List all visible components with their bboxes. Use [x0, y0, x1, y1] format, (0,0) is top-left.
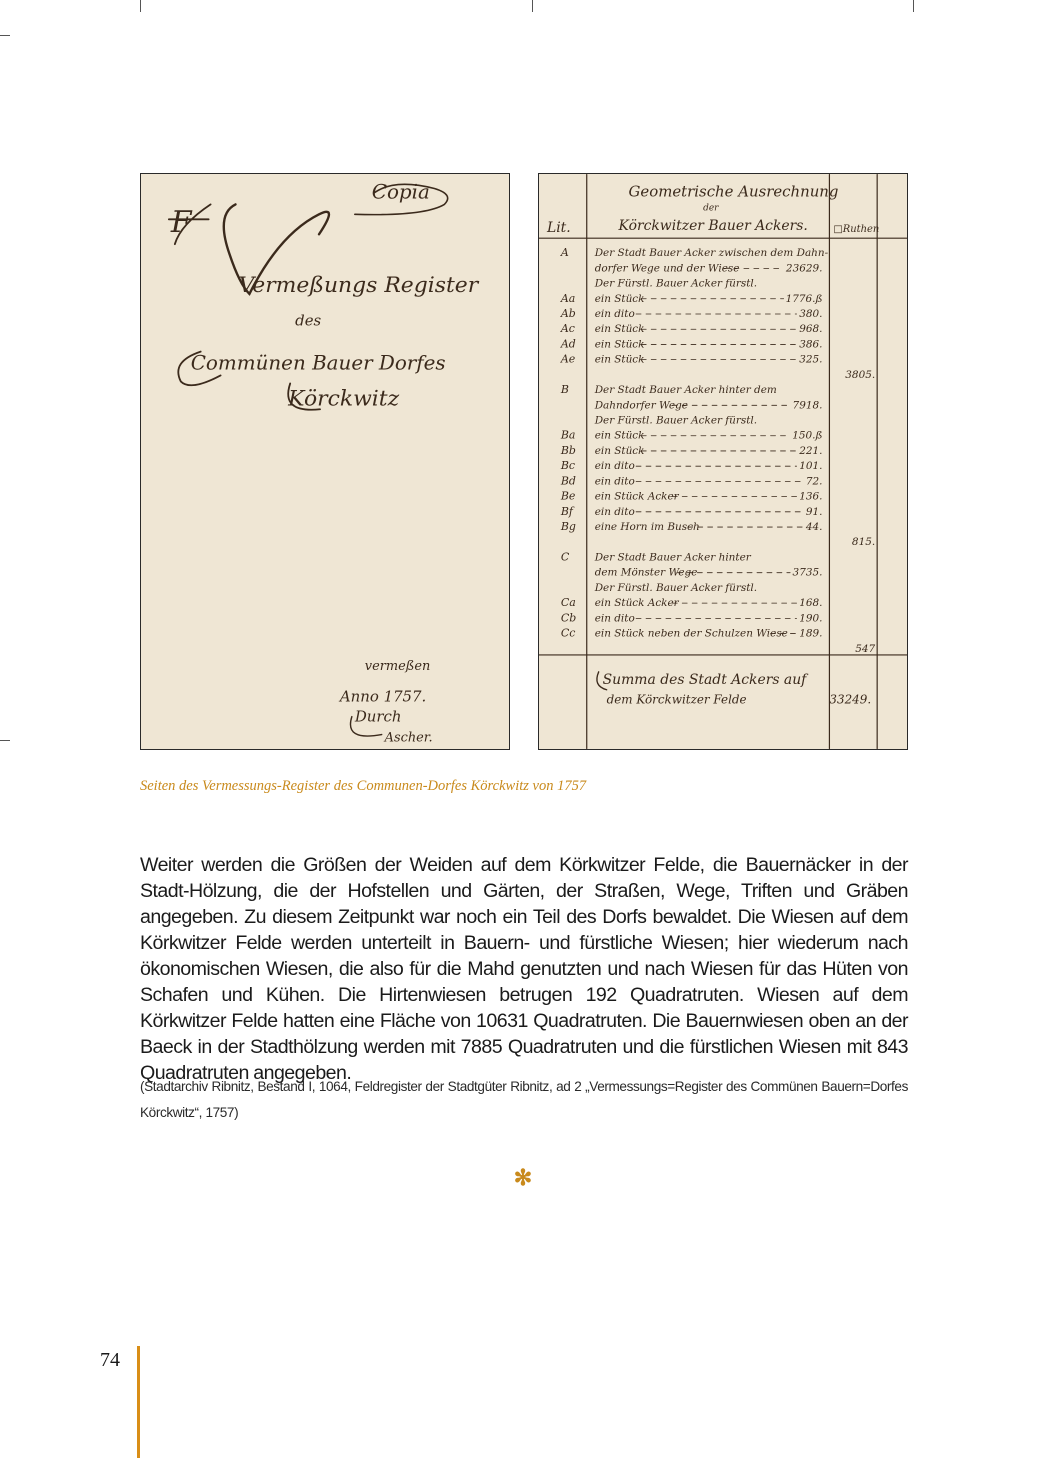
ledger-text: ein dito [594, 460, 635, 473]
ledger-text: ein Stück [594, 338, 645, 351]
manuscript-title-drawing [141, 174, 509, 749]
figure-caption: Seiten des Vermessungs-Register des Communen-Dorfes Körckwitz von 1757 [140, 778, 587, 794]
corner-mark: F [170, 205, 192, 241]
ledger-text: Der Fürstl. Bauer Acker fürstl. [594, 414, 758, 427]
ledger-value: 189. [799, 627, 823, 640]
signature-line-4: Ascher. [384, 730, 433, 746]
manuscript-title-page [140, 173, 510, 750]
ledger-text: eine Horn im Busch [594, 521, 700, 534]
ledger-text: dorfer Wege und der Wiese [594, 262, 740, 275]
ledger-value: 91. [805, 505, 823, 518]
ledger-text: ein Stück [594, 444, 645, 457]
ledger-lit: Ca [560, 596, 576, 610]
crop-mark [913, 0, 914, 12]
heading-line-3: Körckwitzer Bauer Ackers. [618, 218, 808, 235]
ledger-value: 3805. [845, 368, 876, 381]
ledger-value: 221. [799, 444, 823, 457]
ledger-text: ein dito [594, 612, 635, 625]
copia-label: Copia [371, 180, 430, 204]
ledger-lit: Bd [560, 474, 576, 488]
crop-mark [140, 0, 141, 12]
ledger-value: 547 [855, 642, 876, 655]
summa-line-1: Summa des Stadt Ackers auf [602, 671, 807, 688]
ledger-value: 386. [799, 338, 823, 351]
heading-line-2: der [703, 203, 719, 214]
ledger-text: ein Stück [594, 353, 645, 366]
ledger-lit: C [560, 550, 570, 564]
ledger-value: 72. [805, 475, 823, 488]
column-lit: Lit. [546, 220, 571, 237]
ledger-value: 968. [799, 323, 823, 336]
column-ruthen: □Ruthen [833, 224, 880, 236]
ledger-rows [560, 246, 876, 655]
ledger-lit: Aa [560, 291, 576, 305]
summa-value: 33249. [829, 692, 872, 707]
ledger-text: ein Stück neben der Schulzen Wiese [594, 627, 788, 640]
body-paragraph: Weiter werden die Größen der Weiden auf dem Körkwitzer Felde, die Bauernäcker in der Stadt-Hölzung, die der Hofstellen und Gärten, der Straßen, Wege, Triften und Gräben angegeben. Zu diesem Zeitpunkt war noch ein Teil des Dorfs bewaldet. Die Wiesen auf dem Körkwitzer Felde werden unterteilt in Bauern- und fürstliche Wiesen; hier wiederum nach ökonomischen Wiesen, die also für die Mahd genutzten und nach Wiesen für das Hüten von Schafen und Kühen. Die Hirtenwiesen betrugen 192 Quadratruten. Wiesen auf dem Körkwitzer Felde hatten eine Fläche von 10631 Quadratruten. Die Bauernwiesen oben an der Baeck in der Stadthölzung werden mit 7885 Quadratruten und die fürstlichen Wiesen mit 843 Quadratruten angegeben. [140, 854, 908, 1084]
ledger-lit: B [560, 383, 569, 397]
asterisk-ornament-icon: ✻ [513, 1165, 533, 1190]
ledger-lit: Bc [560, 459, 576, 473]
ledger-lit: Ae [560, 352, 576, 366]
ledger-text: Der Stadt Bauer Acker zwischen dem Dahn- [594, 247, 829, 260]
manuscript-calculation-page [538, 173, 908, 750]
ledger-value: 325. [799, 353, 823, 366]
ledger-value: 380. [799, 307, 823, 320]
crop-mark [0, 740, 10, 741]
ledger-value: 3735. [792, 566, 823, 579]
title-line-2: des [295, 311, 322, 330]
ledger-lit: Cc [560, 626, 576, 640]
ledger-value: 815. [851, 536, 876, 549]
ledger-text: ein Stück Acker [594, 490, 679, 503]
crop-mark [532, 0, 533, 12]
ledger-value: 23629. [785, 262, 823, 275]
ledger-text: Der Stadt Bauer Acker hinter dem [594, 384, 777, 397]
ledger-text: ein dito [594, 505, 635, 518]
ledger-value: 136. [799, 490, 823, 503]
source-citation: (Stadtarchiv Ribnitz, Bestand I, 1064, Feldregister der Stadtgüter Ribnitz, ad 2 „Vermessungs=Register des Commünen Bauern=Dorfes Körckwitz“, 1757) [140, 1079, 908, 1120]
signature-line-3: Durch [354, 707, 402, 726]
ledger-text: dem Mönster Wege [594, 566, 698, 579]
ledger-lit: Be [560, 489, 576, 503]
ledger-value: 44. [805, 521, 823, 534]
ledger-value: 150.ß [792, 429, 823, 442]
ledger-lit: Ad [560, 337, 576, 351]
ledger-value: 190. [799, 612, 823, 625]
ledger-lit: Cb [560, 611, 577, 625]
ledger-text: Der Fürstl. Bauer Acker fürstl. [594, 277, 758, 290]
ledger-value: 7918. [792, 399, 823, 412]
manuscript-calculation-drawing [539, 174, 907, 749]
ledger-lit: Bb [560, 443, 576, 457]
ledger-value: 101. [799, 460, 823, 473]
ledger-lit: Ba [560, 428, 576, 442]
ledger-text: ein Stück [594, 292, 645, 305]
summa-line-2: dem Körckwitzer Felde [606, 692, 747, 707]
ledger-lit: Ab [560, 306, 576, 320]
ledger-text: ein Stück [594, 323, 645, 336]
ledger-lit: Bg [560, 520, 576, 534]
ledger-value: 1776.ß [785, 292, 823, 305]
ledger-text: Der Stadt Bauer Acker hinter [594, 551, 751, 564]
signature-line-2: Anno 1757. [339, 687, 427, 706]
ledger-value: 168. [799, 597, 823, 610]
ledger-text: ein dito [594, 307, 635, 320]
ledger-lit: Bf [560, 504, 573, 518]
ledger-text: Der Fürstl. Bauer Acker fürstl. [594, 581, 758, 594]
title-line-4: Körckwitz [288, 386, 400, 412]
crop-mark [0, 35, 10, 36]
page-number: 74 [100, 1349, 120, 1371]
ledger-lit: Ac [560, 322, 575, 336]
ledger-text: ein dito [594, 475, 635, 488]
title-line-1: Vermeßungs Register [238, 272, 479, 298]
accent-bar [137, 1346, 140, 1458]
ledger-text: Dahndorfer Wege [594, 399, 688, 412]
ledger-text: ein Stück Acker [594, 597, 679, 610]
heading-line-1: Geometrische Ausrechnung [628, 182, 839, 201]
signature-line-1: vermeßen [364, 658, 431, 674]
ledger-text: ein Stück [594, 429, 645, 442]
ledger-lit: A [560, 246, 569, 260]
title-line-3: Commünen Bauer Dorfes [190, 351, 446, 375]
